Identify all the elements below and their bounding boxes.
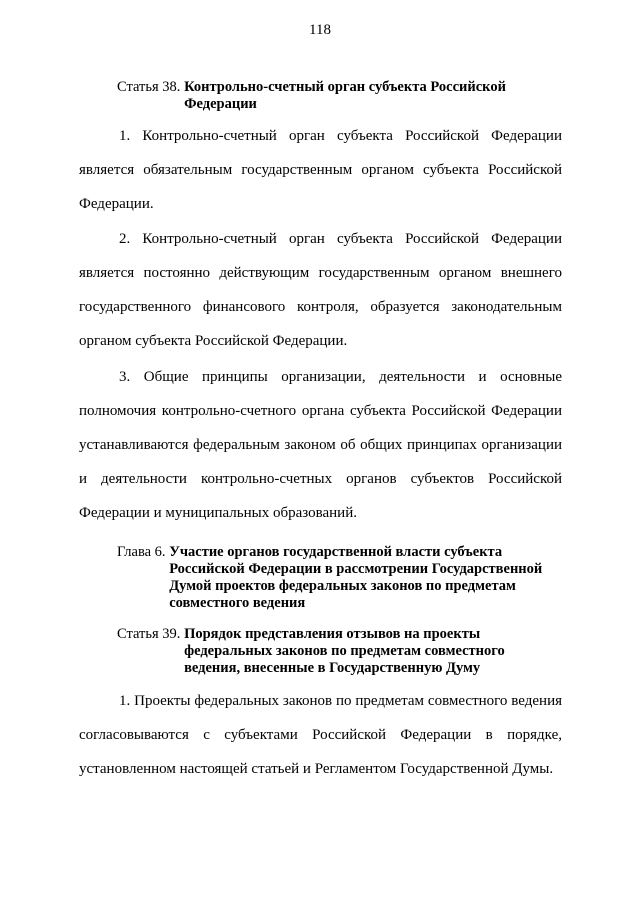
paragraph-line: 1. Проекты федеральных законов по предметам совместного ведения <box>119 693 562 709</box>
paragraph-line: Федерации и муниципальных образований. <box>79 505 357 521</box>
paragraph-line: и деятельности контрольно-счетных органов субъектов Российской <box>79 471 562 487</box>
paragraph-line: установленном настоящей статьей и Регламентом Государственной Думы. <box>79 761 554 777</box>
page-number: 118 <box>309 22 331 38</box>
chapter-6-title-line: Российской Федерации в рассмотрении Государственной <box>169 561 543 577</box>
article-38-title <box>184 79 506 113</box>
paragraph-line: 3. Общие принципы организации, деятельности и основные <box>119 369 562 385</box>
chapter-6-title-line: Участие органов государственной власти субъекта <box>169 544 503 560</box>
paragraph-line: органом субъекта Российской Федерации. <box>79 333 348 349</box>
paragraph-line: является обязательным государственным органом субъекта Российской <box>79 162 562 178</box>
chapter-6-title-line: совместного ведения <box>169 595 306 611</box>
article-39-title-line: Порядок представления отзывов на проекты <box>184 626 481 642</box>
article-39-title-line: ведения, внесенные в Государственную Думу <box>184 660 481 676</box>
article-38-heading <box>117 79 506 113</box>
paragraph-line: 2. Контрольно-счетный орган субъекта Российской Федерации <box>119 231 562 247</box>
chapter-6-prefix: Глава 6. <box>117 544 170 560</box>
chapter-6-title <box>169 544 542 612</box>
paragraph-line: устанавливаются федеральным законом об общих принципах организации <box>79 437 562 453</box>
article-39-heading <box>117 626 505 677</box>
paragraph-line: Федерации. <box>79 196 154 212</box>
chapter-6-title-line: Думой проектов федеральных законов по предметам <box>169 578 516 594</box>
article-38-prefix: Статья 38. <box>117 79 185 95</box>
paragraph-line: является постоянно действующим государственным органом внешнего <box>79 265 562 281</box>
paragraph-line: согласовываются с субъектами Российской Федерации в порядке, <box>79 727 562 743</box>
paragraph-line: 1. Контрольно-счетный орган субъекта Российской Федерации <box>119 128 562 144</box>
chapter-6-heading <box>117 544 542 612</box>
article-38-title-line: Федерации <box>184 96 257 112</box>
paragraph-line: полномочия контрольно-счетного органа субъекта Российской Федерации <box>79 403 562 419</box>
paragraph-line: государственного финансового контроля, образуется законодательным <box>79 299 562 315</box>
article-38-title-line: Контрольно-счетный орган субъекта Российской <box>184 79 506 95</box>
article-39-title-line: федеральных законов по предметам совместного <box>184 643 505 659</box>
article-39-title <box>184 626 505 677</box>
article-39-prefix: Статья 39. <box>117 626 185 642</box>
